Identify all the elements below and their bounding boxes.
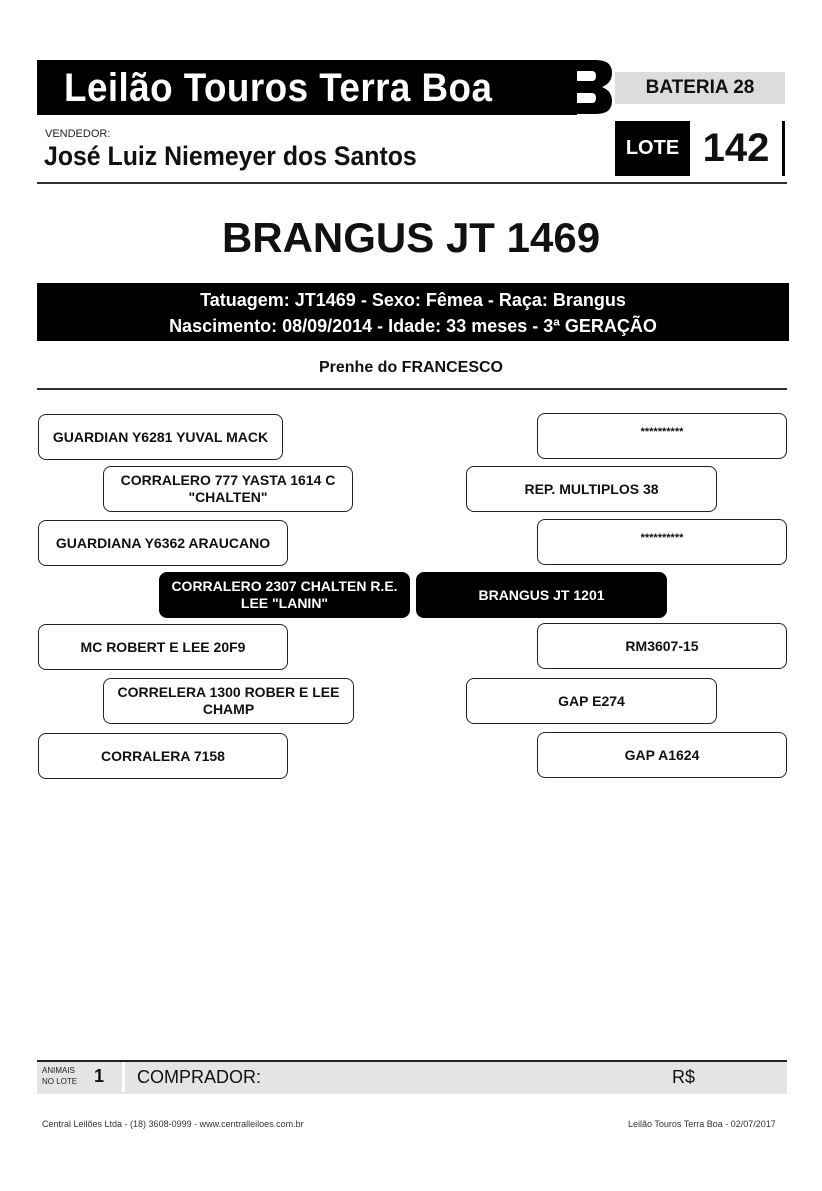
pedigree-dss: ********** — [537, 413, 787, 459]
tb-logo — [498, 57, 613, 117]
vendedor-label: VENDEDOR: — [45, 128, 111, 140]
divider — [37, 182, 787, 184]
animais-count: 1 — [94, 1066, 105, 1086]
animal-info-bar — [37, 283, 789, 341]
divider — [37, 388, 787, 390]
footer-credit-left: Central Leilões Ltda - (18) 3608-0999 - www.centralleiloes.com.br — [42, 1119, 304, 1129]
pedigree-sss: GUARDIAN Y6281 YUVAL MACK — [38, 414, 283, 460]
vendedor-name: José Luiz Niemeyer dos Santos — [44, 141, 417, 171]
pedigree-ddd: GAP A1624 — [537, 732, 787, 778]
pedigree-sds: MC ROBERT E LEE 20F9 — [38, 624, 288, 670]
lote-label: LOTE — [615, 121, 690, 176]
pedigree-dsd: ********** — [537, 519, 787, 565]
animais-label: ANIMAIS NO LOTE — [42, 1066, 78, 1086]
pedigree-dd: GAP E274 — [466, 678, 717, 724]
info-line-1: Tatuagem: JT1469 - Sexo: Fêmea - Raça: Brangus — [200, 290, 626, 310]
footer-separator — [122, 1062, 125, 1092]
pedigree-sd: CORRELERA 1300 ROBER E LEE CHAMP — [103, 678, 354, 724]
currency-label: R$ — [672, 1067, 696, 1087]
animal-name: BRANGUS JT 1469 — [221, 214, 601, 261]
pedigree-sire: CORRALERO 2307 CHALTEN R.E. LEE "LANIN" — [159, 572, 410, 618]
pedigree-ss: CORRALERO 777 YASTA 1614 C "CHALTEN" — [103, 466, 353, 512]
prenhe-text: Prenhe do FRANCESCO — [318, 359, 503, 376]
pedigree-sdd: CORRALERA 7158 — [38, 733, 288, 779]
auction-title: Leilão Touros Terra Boa — [64, 66, 493, 110]
pedigree-dds: RM3607-15 — [537, 623, 787, 669]
pedigree-dam: BRANGUS JT 1201 — [416, 572, 667, 618]
footer-credit-right: Leilão Touros Terra Boa - 02/07/2017 — [628, 1119, 776, 1129]
pedigree-ds: REP. MULTIPLOS 38 — [466, 466, 717, 512]
info-line-2: Nascimento: 08/09/2014 - Idade: 33 meses - 3ª GERAÇÃO — [169, 316, 657, 336]
pedigree-ssd: GUARDIANA Y6362 ARAUCANO — [38, 520, 288, 566]
bateria-badge: BATERIA 28 — [615, 72, 785, 104]
lote-number: 142 — [702, 126, 770, 170]
comprador-label: COMPRADOR: — [137, 1067, 262, 1087]
